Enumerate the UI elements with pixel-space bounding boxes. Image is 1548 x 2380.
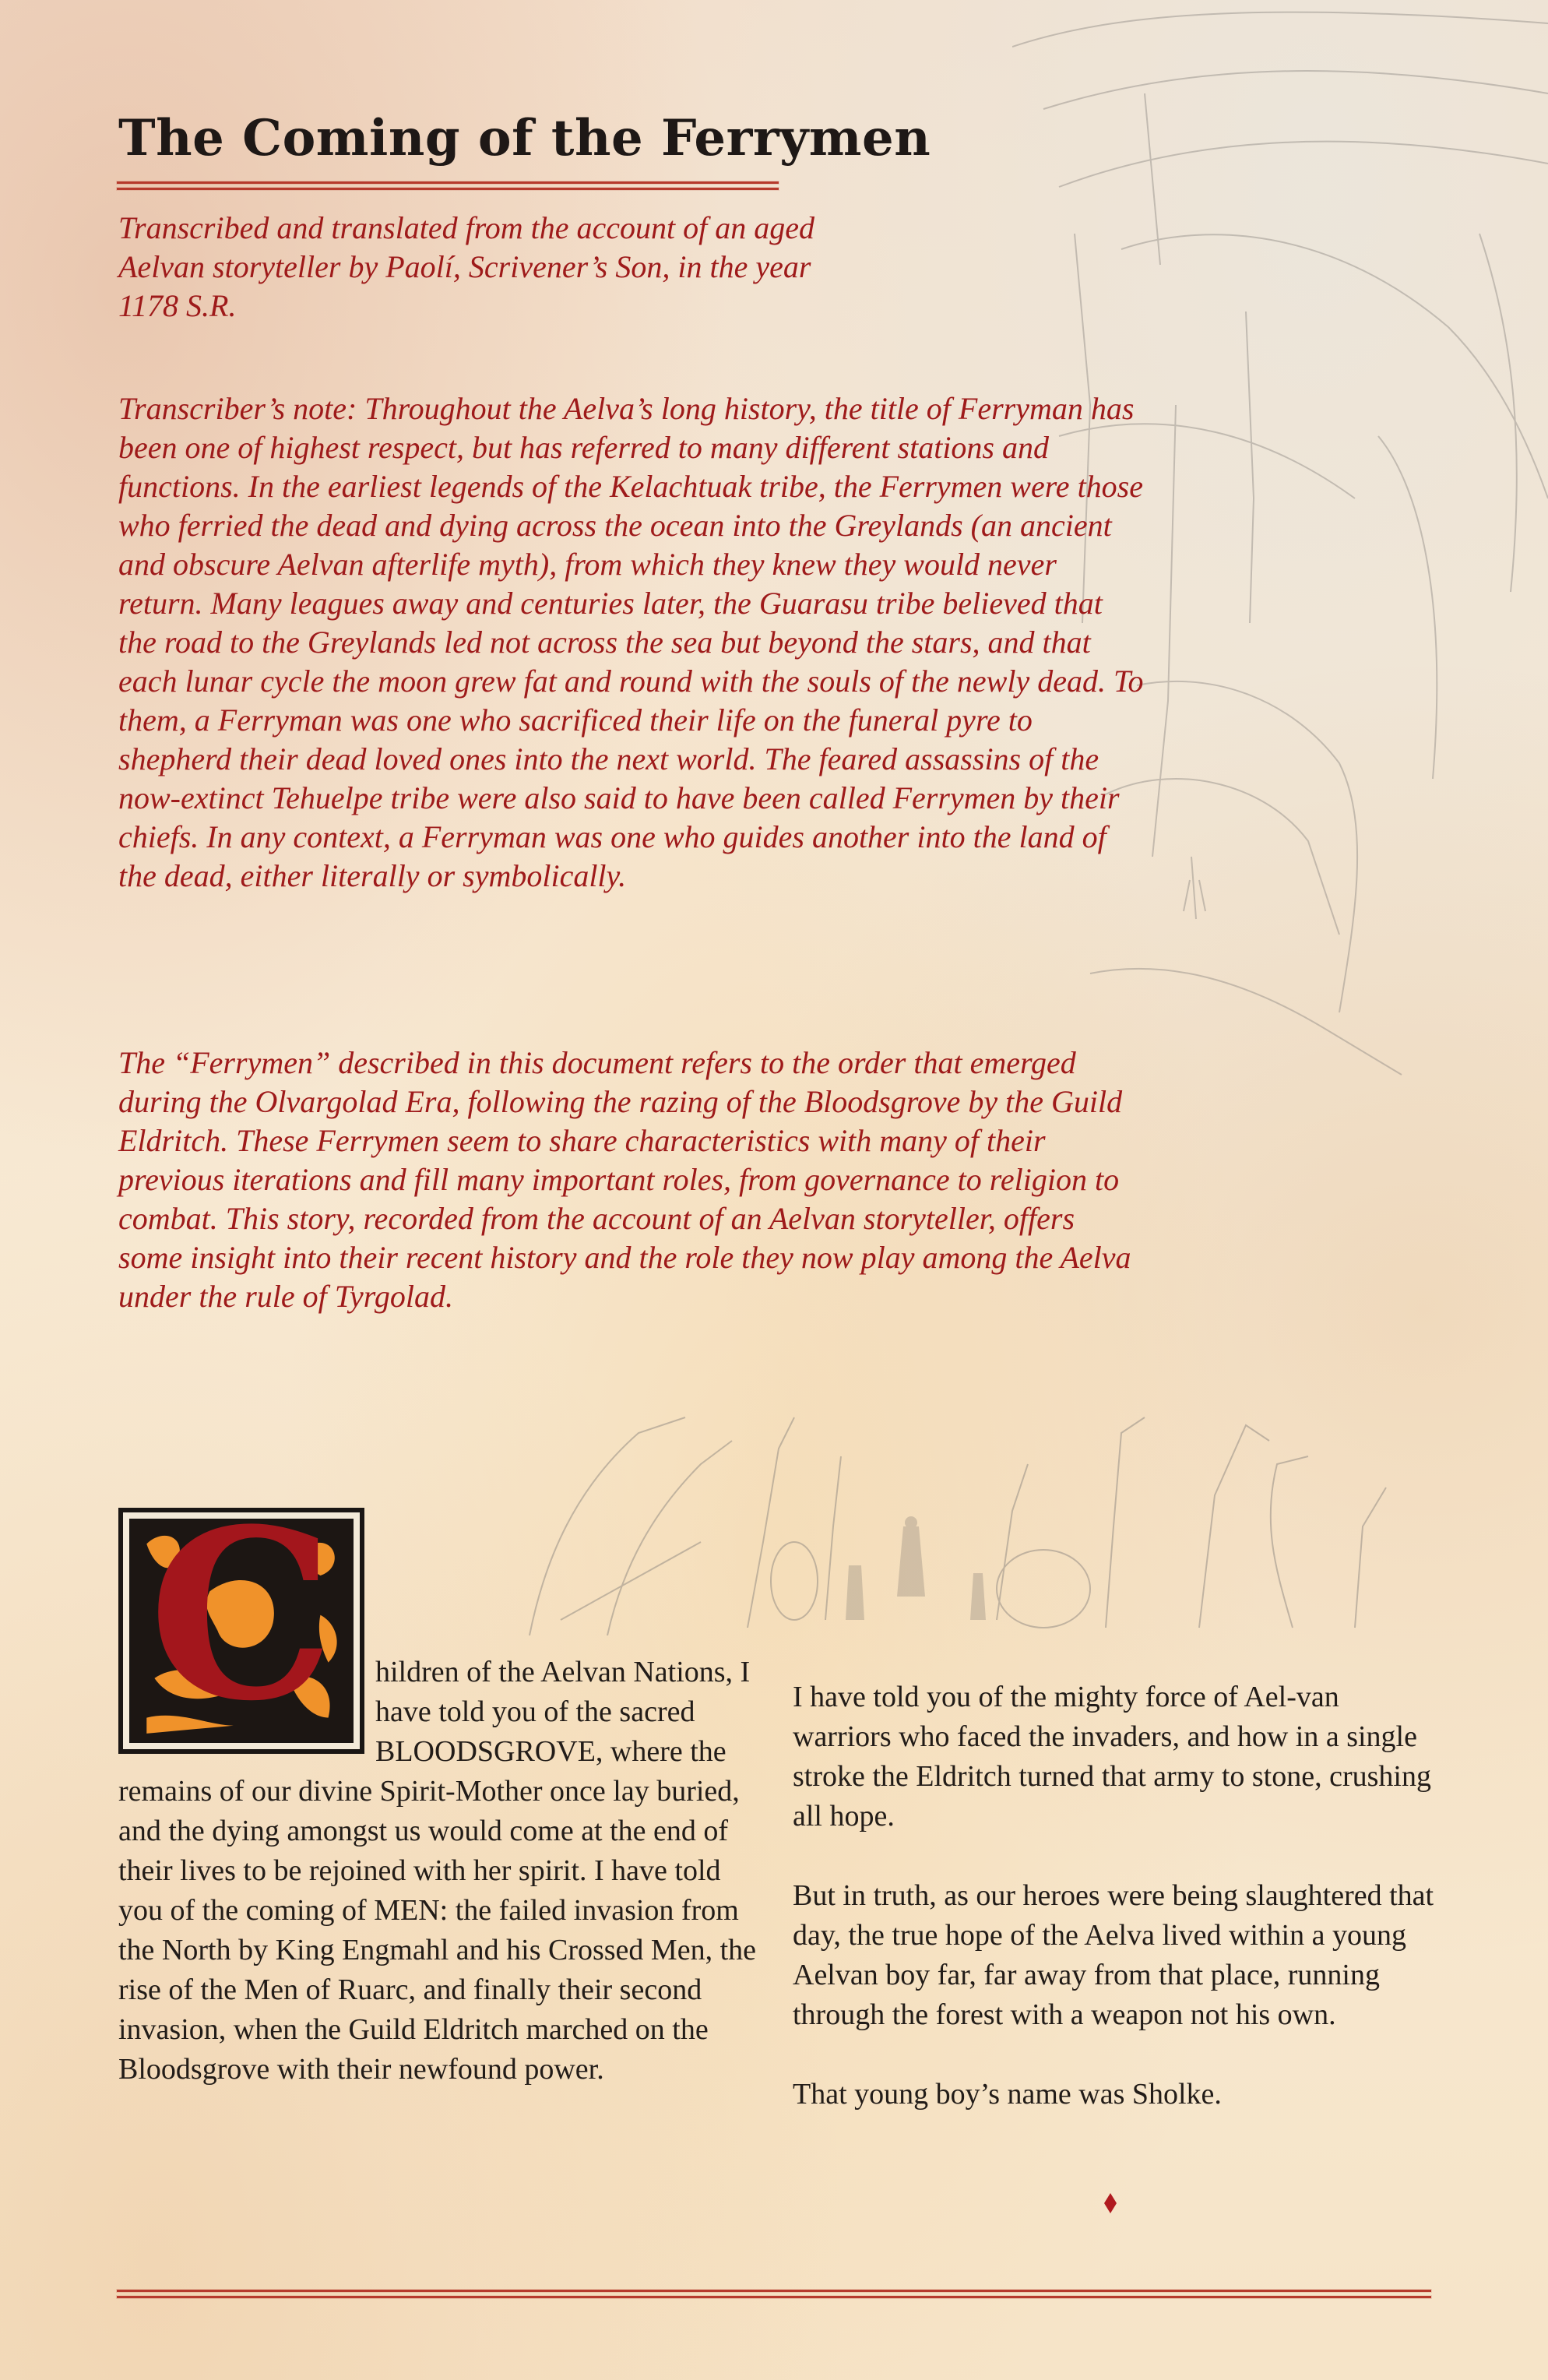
drop-cap-letter: C (148, 1519, 335, 1743)
story-paragraph-opening: hildren of the Aelvan Nations, I have told you of the sacred BLOODSGROVE, where the remains of our divine Spirit-Mother once lay buried, and the dying amongst us would come at the end of their lives to be rejoined with her spirit. I have told you of the coming of MEN: the failed invasion from the North by King Engmahl and his Crossed Men, the rise of the Men of Ruarc, and finally their second invasion, when the Guild Eldritch marched on the Bloodsgrove with their newfound power. (118, 1656, 757, 2086)
end-mark-diamond-icon (1104, 2193, 1117, 2213)
drop-cap-ornament-icon (129, 1519, 354, 1743)
story-paragraph-hope: But in truth, as our heroes were being slaughtered that day, the true hope of the Aelva lived within a young Aelvan boy far, far away from that place, running through the forest with a weapon not his own. (793, 1879, 1434, 2031)
story-column-left (118, 1508, 765, 2090)
story-paragraph-warriors: I have told you of the mighty force of Ael-van warriors who faced the invaders, and how in a single stroke the Eldritch turned that army to stone, crushing all hope. (793, 1681, 1431, 1833)
title-double-rule (117, 181, 779, 189)
story-column-right (793, 1678, 1439, 2154)
subtitle-transcription-credit: Transcribed and translated from the account of an aged Aelvan storyteller by Paolí, Scrivener’s Son, in the year 1178 S.R. (118, 210, 815, 323)
transcriber-note-paragraph-2: The “Ferrymen” described in this document refers to the order that emerged during the Olvargolad Era, following the razing of the Bloodsgrove by the Guild Eldritch. These Ferrymen seem to share characteristics with many of their previous iterations and fill many important roles, from governance to religion to combat. This story, recorded from the account of an Aelvan storyteller, offers some insight into their recent history and the role they now play among the Aelva under the rule of Tyrgolad. (118, 1045, 1131, 1314)
footer-double-rule (117, 2290, 1431, 2297)
illuminated-drop-cap (118, 1508, 364, 1754)
transcriber-note-paragraph-1: Transcriber’s note: Throughout the Aelva’s long history, the title of Ferryman has been one of highest respect, but has referred to many different stations and functions. In the earliest legends of the Kelachtuak tribe, the Ferrymen were those who ferried the dead and dying across the ocean into the Greylands (an ancient and obscure Aelvan afterlife myth), from which they knew they would never return. Many leagues away and centuries later, the Guarasu tribe believed that the road to the Greylands led not across the sea but beyond the stars, and that each lunar cycle the moon grew fat and round with the souls of the newly dead. To them, a Ferryman was one who sacrificed their life on the funeral pyre to shepherd their dead loved ones into the next world. The feared assassins of the now-extinct Tehuelpe tribe were also said to have been called Ferrymen by their chiefs. In any context, a Ferryman was one who guides another into the land of the dead, either literally or symbolically. (118, 391, 1144, 893)
story-paragraph-sholke: That young boy’s name was Sholke. (793, 2078, 1222, 2111)
page-title: The Coming of the Ferrymen (118, 109, 931, 167)
